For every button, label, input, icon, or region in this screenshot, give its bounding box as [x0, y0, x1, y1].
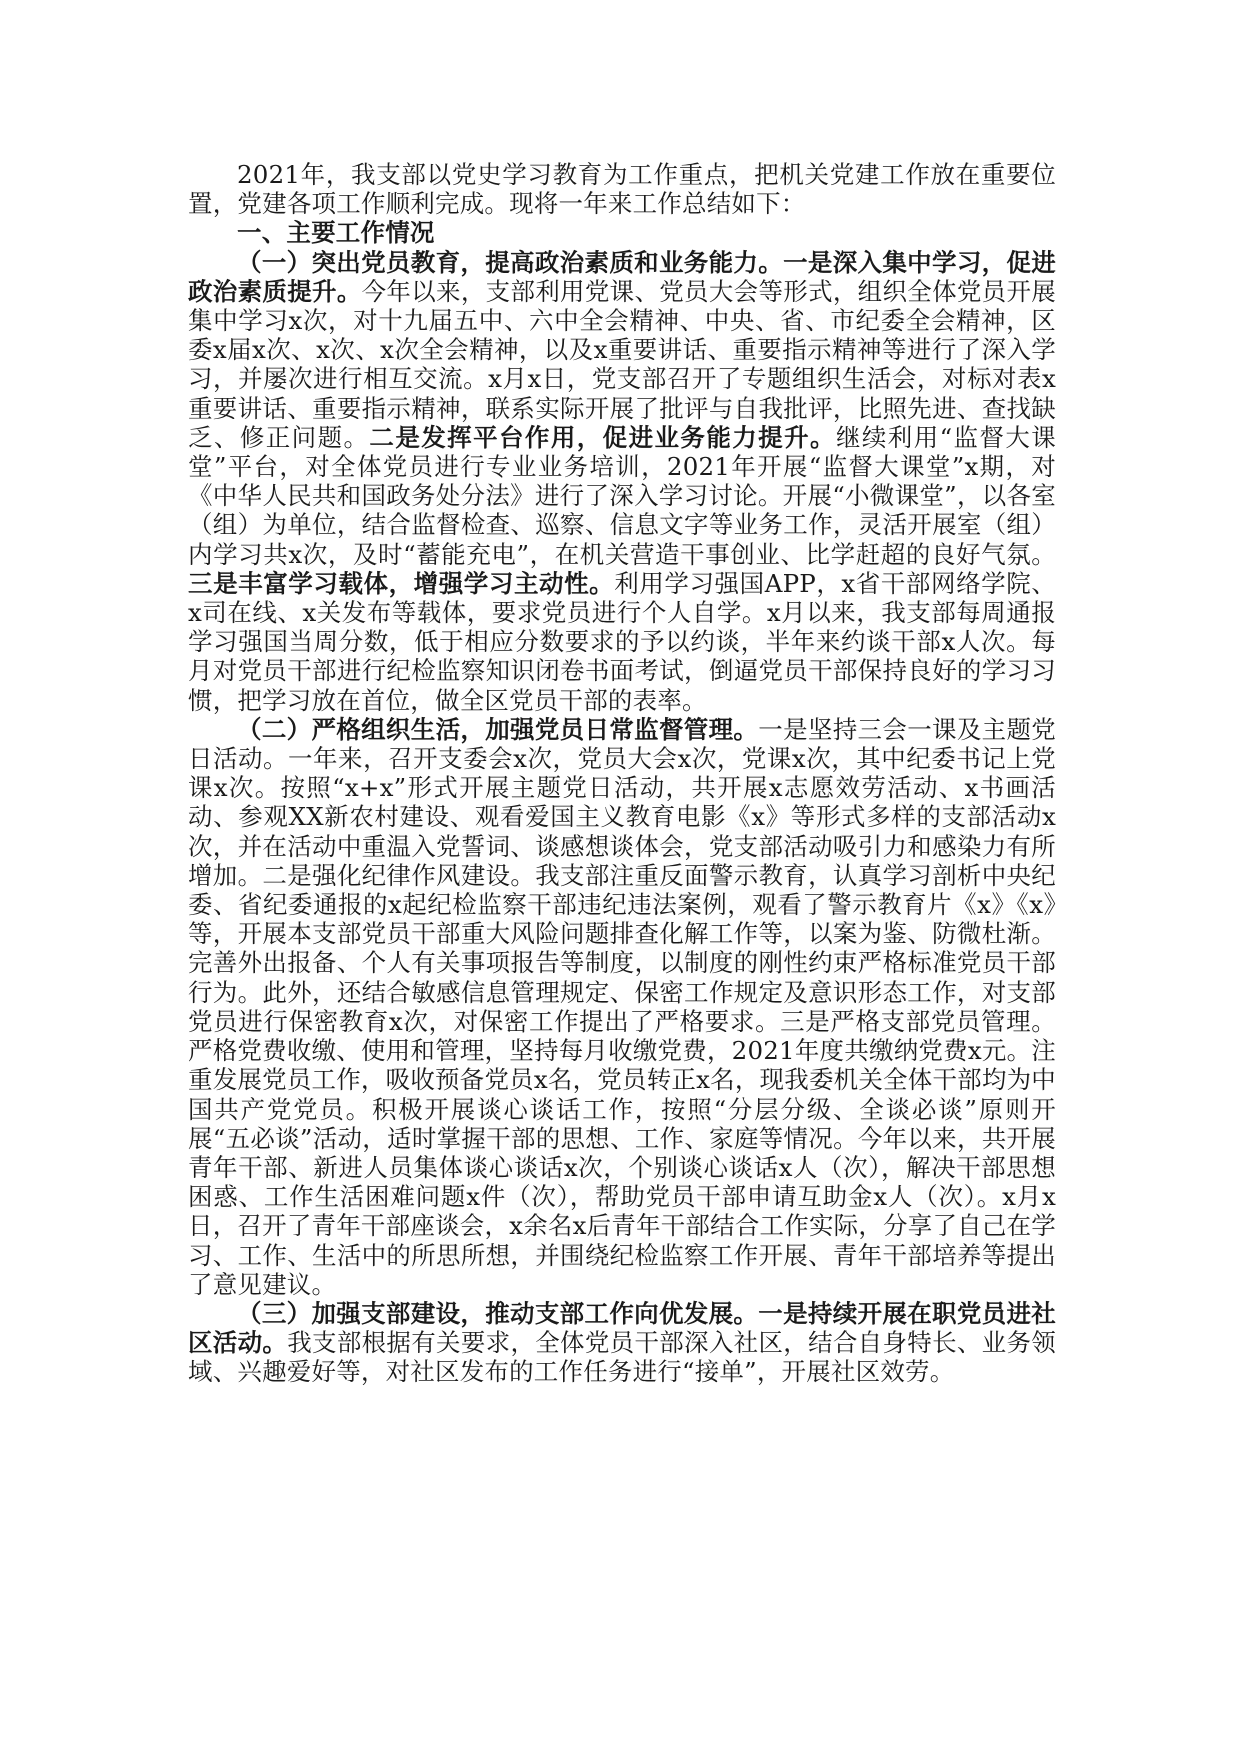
subsection-1-paragraph	[188, 248, 1056, 715]
subsection-3-point-1-title: 一是持续开展在职党员进社区活动。	[188, 1298, 1057, 1358]
subsection-3-title: （三）加强支部建设，推动支部工作向优发展。	[237, 1298, 759, 1328]
subsection-2-title: （二）严格组织生活，加强党员日常监督管理。	[237, 714, 759, 744]
subsection-1-point-1-text: 今年以来，支部利用党课、党员大会等形式，组织全体党员开展集中学习x次，对十九届五中、六中全会精神、中央、省、市纪委全会精神，区委x届x次、x次、x次全会精神，以及x重要讲话、重要指示精神等进行了深入学习，并屡次进行相互交流。x月x日，党支部召开了专题组织生活会，对标对表x重要讲话、重要指示精神，联系实际开展了批评与自我批评，比照先进、查找缺乏、修正问题。	[188, 276, 1056, 452]
subsection-1-point-3-title: 三是丰富学习载体，增强学习主动性。	[188, 568, 615, 598]
subsection-1-point-3-text: 利用学习强国APP，x省干部网络学院、x司在线、x关发布等载体，要求党员进行个人自学。x月以来，我支部每周通报学习强国当周分数，低于相应分数要求的予以约谈，半年来约谈干部x人次。每月对党员干部进行纪检监察知识闭卷书面考试，倒逼党员干部保持良好的学习习惯，把学习放在首位，做全区党员干部的表率。	[188, 568, 1056, 715]
subsection-3-point-1-text: 我支部根据有关要求，全体党员干部深入社区，结合自身特长、业务领域、兴趣爱好等，对社区发布的工作任务进行“接单”，开展社区效劳。	[188, 1328, 1056, 1387]
subsection-1-title: （一）突出党员教育，提高政治素质和业务能力。	[237, 247, 784, 277]
document-page	[188, 160, 1056, 1387]
subsection-2-paragraph	[188, 715, 1056, 1299]
section-heading-main-work: 一、主要工作情况	[237, 218, 435, 248]
subsection-2-text: 一是坚持三会一课及主题党日活动。一年来，召开支委会x次，党员大会x次，党课x次，其中纪委书记上党课x次。按照“x+x”形式开展主题党日活动，共开展x志愿效劳活动、x书画活动、参观XX新农村建设、观看爱国主义教育电影《x》等形式多样的支部活动x次，并在活动中重温入党誓词、谈感想谈体会，党支部活动吸引力和感染力有所增加。二是强化纪律作风建设。我支部注重反面警示教育，认真学习剖析中央纪委、省纪委通报的x起纪检监察干部违纪违法案例，观看了警示教育片《x》《x》等，开展本支部党员干部重大风险问题排查化解工作等，以案为鉴、防微杜渐。完善外出报备、个人有关事项报告等制度，以制度的刚性约束严格标准党员干部行为。此外，还结合敏感信息管理规定、保密工作规定及意识形态工作，对支部党员进行保密教育x次，对保密工作提出了严格要求。三是严格支部党员管理。严格党费收缴、使用和管理，坚持每月收缴党费，2021年度共缴纳党费x元。注重发展党员工作，吸收预备党员x名，党员转正x名，现我委机关全体干部均为中国共产党党员。积极开展谈心谈话工作，按照“分层分级、全谈必谈”原则开展“五必谈”活动，适时掌握干部的思想、工作、家庭等情况。今年以来，共开展青年干部、新进人员集体谈心谈话x次，个别谈心谈话x人（次），解决干部思想困惑、工作生活困难问题x件（次），帮助党员干部申请互助金x人（次）。x月x日，召开了青年干部座谈会，x余名x后青年干部结合工作实际，分享了自己在学习、工作、生活中的所思所想，并围绕纪检监察工作开展、青年干部培养等提出了意见建议。	[188, 714, 1057, 1299]
subsection-1-point-2-title: 二是发挥平台作用，促进业务能力提升。	[369, 422, 836, 452]
subsection-1-point-2-text: 继续利用“监督大课堂”平台，对全体党员进行专业业务培训，2021年开展“监督大课堂”x期，对《中华人民共和国政务处分法》进行了深入学习讨论。开展“小微课堂”，以各室（组）为单位，结合监督检查、巡察、信息文字等业务工作，灵活开展室（组）内学习共x次，及时“蓄能充电”，在机关营造干事创业、比学赶超的良好气氛。	[188, 422, 1056, 569]
intro-paragraph: 2021年，我支部以党史学习教育为工作重点，把机关党建工作放在重要位置，党建各项工作顺利完成。现将一年来工作总结如下：	[188, 160, 1056, 219]
subsection-3-paragraph	[188, 1299, 1056, 1387]
subsection-1-point-1-title: 一是深入集中学习，促进政治素质提升。	[188, 247, 1056, 306]
